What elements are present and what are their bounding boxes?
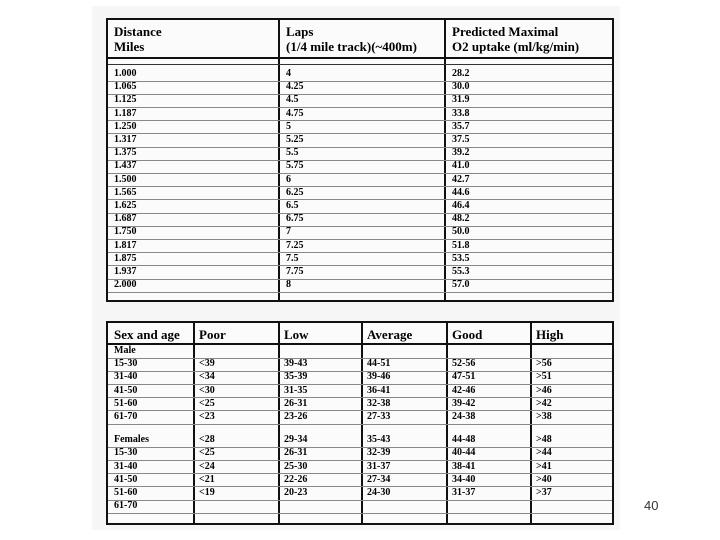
table-cell: 30.0 <box>452 81 470 93</box>
table-cell: 26-31 <box>284 397 308 409</box>
table-cell: <39 <box>199 358 215 370</box>
row-rule <box>108 120 612 121</box>
table-cell: 44-51 <box>367 358 391 370</box>
table-cell: <30 <box>199 384 215 396</box>
header-rule <box>108 57 612 59</box>
table-cell: 27-34 <box>367 473 391 485</box>
table-cell: 44-48 <box>452 434 476 446</box>
table-cell: 24-30 <box>367 487 391 498</box>
table-cell: 48.2 <box>452 213 470 225</box>
table-cell: 4.5 <box>286 94 299 106</box>
table-cell: 39-43 <box>284 358 308 370</box>
header-rule <box>108 343 612 345</box>
row-rule <box>108 107 612 108</box>
table-cell: 1.317 <box>114 134 137 145</box>
table-cell: 8 <box>286 279 291 291</box>
table-cell: 1.937 <box>114 266 137 277</box>
table-cell: 31-40 <box>114 460 138 472</box>
group-label: Females <box>114 434 149 446</box>
table-cell: 35-39 <box>284 371 308 383</box>
table-cell: >40 <box>536 473 552 485</box>
row-rule <box>108 424 612 425</box>
table-cell: >56 <box>536 358 552 370</box>
table-cell: 39.2 <box>452 147 470 159</box>
table-cell: 6.25 <box>286 186 304 198</box>
table-cell: <25 <box>199 397 215 409</box>
table-cell: 5.25 <box>286 134 304 145</box>
group-label: Male <box>114 345 136 356</box>
table-cell: 51-60 <box>114 397 138 409</box>
table-cell: 40-44 <box>452 447 476 459</box>
table-cell: <23 <box>199 411 215 422</box>
row-rule <box>108 252 612 253</box>
header-vo2: Predicted Maximal <box>452 24 559 39</box>
row-rule <box>108 186 612 187</box>
table-cell: <34 <box>199 371 215 383</box>
table-cell: 37.5 <box>452 134 470 145</box>
table-cell: 35.7 <box>452 120 470 132</box>
rating-header: Low <box>284 327 309 342</box>
row-rule <box>108 265 612 266</box>
distance-vo2-table <box>106 18 614 302</box>
table-cell: 46.4 <box>452 200 470 211</box>
table-cell: 6.5 <box>286 200 299 211</box>
table-cell: <21 <box>199 473 215 485</box>
table-cell: 32-39 <box>367 447 391 459</box>
table-cell: 1.817 <box>114 239 137 251</box>
table-cell: 42.7 <box>452 173 470 185</box>
vo2-rating-table <box>106 321 614 525</box>
table-cell: 41.0 <box>452 160 470 172</box>
row-rule <box>108 239 612 240</box>
row-rule <box>108 81 612 82</box>
row-rule <box>108 147 612 148</box>
row-rule <box>108 292 612 293</box>
table-cell: 20-23 <box>284 487 308 498</box>
table-cell: >42 <box>536 397 552 409</box>
table-cell: >37 <box>536 487 552 498</box>
table-cell: 4 <box>286 68 291 79</box>
header-vo2-unit: O2 uptake (ml/kg/min) <box>452 39 580 54</box>
header-laps-unit: (1/4 mile track)(~400m) <box>286 39 417 54</box>
table-cell: 24-38 <box>452 411 476 422</box>
table-cell: 1.000 <box>114 68 137 79</box>
row-rule <box>108 226 612 227</box>
table-cell: 1.065 <box>114 81 137 93</box>
table-cell: 32-38 <box>367 397 391 409</box>
table-cell: 31-37 <box>452 487 476 498</box>
rating-header: Poor <box>199 327 226 342</box>
table-cell: >51 <box>536 371 552 383</box>
table-cell: 1.437 <box>114 160 137 172</box>
table-cell: 1.375 <box>114 147 137 159</box>
table-cell: 6 <box>286 173 291 185</box>
table-cell: 1.750 <box>114 226 137 238</box>
header-laps: Laps <box>286 24 314 39</box>
table-cell: 15-30 <box>114 447 138 459</box>
table-cell: >38 <box>536 411 552 422</box>
table-cell: 55.3 <box>452 266 470 277</box>
table-cell: 52-56 <box>452 358 476 370</box>
table-cell: 31-40 <box>114 371 138 383</box>
table-cell: 44.6 <box>452 186 470 198</box>
table-cell: >44 <box>536 447 552 459</box>
slide-number: 40 <box>644 498 659 513</box>
rating-header: Sex and age <box>114 327 180 342</box>
table-cell: 41-50 <box>114 384 138 396</box>
table-cell: 22-26 <box>284 473 308 485</box>
table-cell: 31.9 <box>452 94 470 106</box>
header-rule <box>108 64 612 65</box>
table-cell: 23-26 <box>284 411 308 422</box>
rating-header: Average <box>367 327 413 342</box>
table-cell: 31-35 <box>284 384 308 396</box>
table-cell: 5 <box>286 120 291 132</box>
table-cell: 26-31 <box>284 447 308 459</box>
table-cell: 1.875 <box>114 252 137 264</box>
table-cell: 4.25 <box>286 81 304 93</box>
table-cell: 33.8 <box>452 107 470 119</box>
table-cell: <19 <box>199 487 215 498</box>
table-cell: 7 <box>286 226 291 238</box>
table-cell: 5.75 <box>286 160 304 172</box>
table-cell: 1.687 <box>114 213 137 225</box>
table-cell: 41-50 <box>114 473 138 485</box>
table-cell: <28 <box>199 434 215 446</box>
table-cell: 31-37 <box>367 460 391 472</box>
table-cell: 25-30 <box>284 460 308 472</box>
table-cell: 39-46 <box>367 371 391 383</box>
table-cell: >46 <box>536 384 552 396</box>
table-cell: 35-43 <box>367 434 391 446</box>
table-cell: 7.75 <box>286 266 304 277</box>
table-cell: 1.187 <box>114 107 137 119</box>
table-cell: <25 <box>199 447 215 459</box>
table-cell: 34-40 <box>452 473 476 485</box>
table-cell: 61-70 <box>114 411 138 422</box>
header-distance: Distance <box>114 24 162 39</box>
table-cell: 50.0 <box>452 226 470 238</box>
table-cell: 1.565 <box>114 186 137 198</box>
table-cell: 1.625 <box>114 200 137 211</box>
row-rule <box>108 173 612 174</box>
row-rule <box>108 513 612 514</box>
table-cell: 57.0 <box>452 279 470 291</box>
rating-header: Good <box>452 327 483 342</box>
table-cell: 27-33 <box>367 411 391 422</box>
table-cell: 28.2 <box>452 68 470 79</box>
rating-header: High <box>536 327 564 342</box>
table-cell: 61-70 <box>114 500 138 512</box>
row-rule <box>108 94 612 95</box>
row-rule <box>108 213 612 214</box>
table-cell: 15-30 <box>114 358 138 370</box>
table-cell: 2.000 <box>114 279 137 291</box>
table-cell: 47-51 <box>452 371 476 383</box>
table-cell: >48 <box>536 434 552 446</box>
table-cell: 51.8 <box>452 239 470 251</box>
table-cell: 39-42 <box>452 397 476 409</box>
row-rule <box>108 199 612 200</box>
row-rule <box>108 160 612 161</box>
table-cell: 7.5 <box>286 252 299 264</box>
table-cell: 7.25 <box>286 239 304 251</box>
row-rule <box>108 500 612 501</box>
table-cell: <24 <box>199 460 215 472</box>
table-cell: 4.75 <box>286 107 304 119</box>
table-cell: >41 <box>536 460 552 472</box>
table-cell: 29-34 <box>284 434 308 446</box>
table-cell: 6.75 <box>286 213 304 225</box>
table-cell: 1.125 <box>114 94 137 106</box>
table-cell: 42-46 <box>452 384 476 396</box>
row-rule <box>108 279 612 280</box>
row-rule <box>108 133 612 134</box>
table-cell: 1.500 <box>114 173 137 185</box>
table-cell: 5.5 <box>286 147 299 159</box>
table-cell: 38-41 <box>452 460 476 472</box>
table-cell: 51-60 <box>114 487 138 498</box>
table-cell: 53.5 <box>452 252 470 264</box>
header-distance-unit: Miles <box>114 39 145 54</box>
table-cell: 1.250 <box>114 120 137 132</box>
table-cell: 36-41 <box>367 384 391 396</box>
